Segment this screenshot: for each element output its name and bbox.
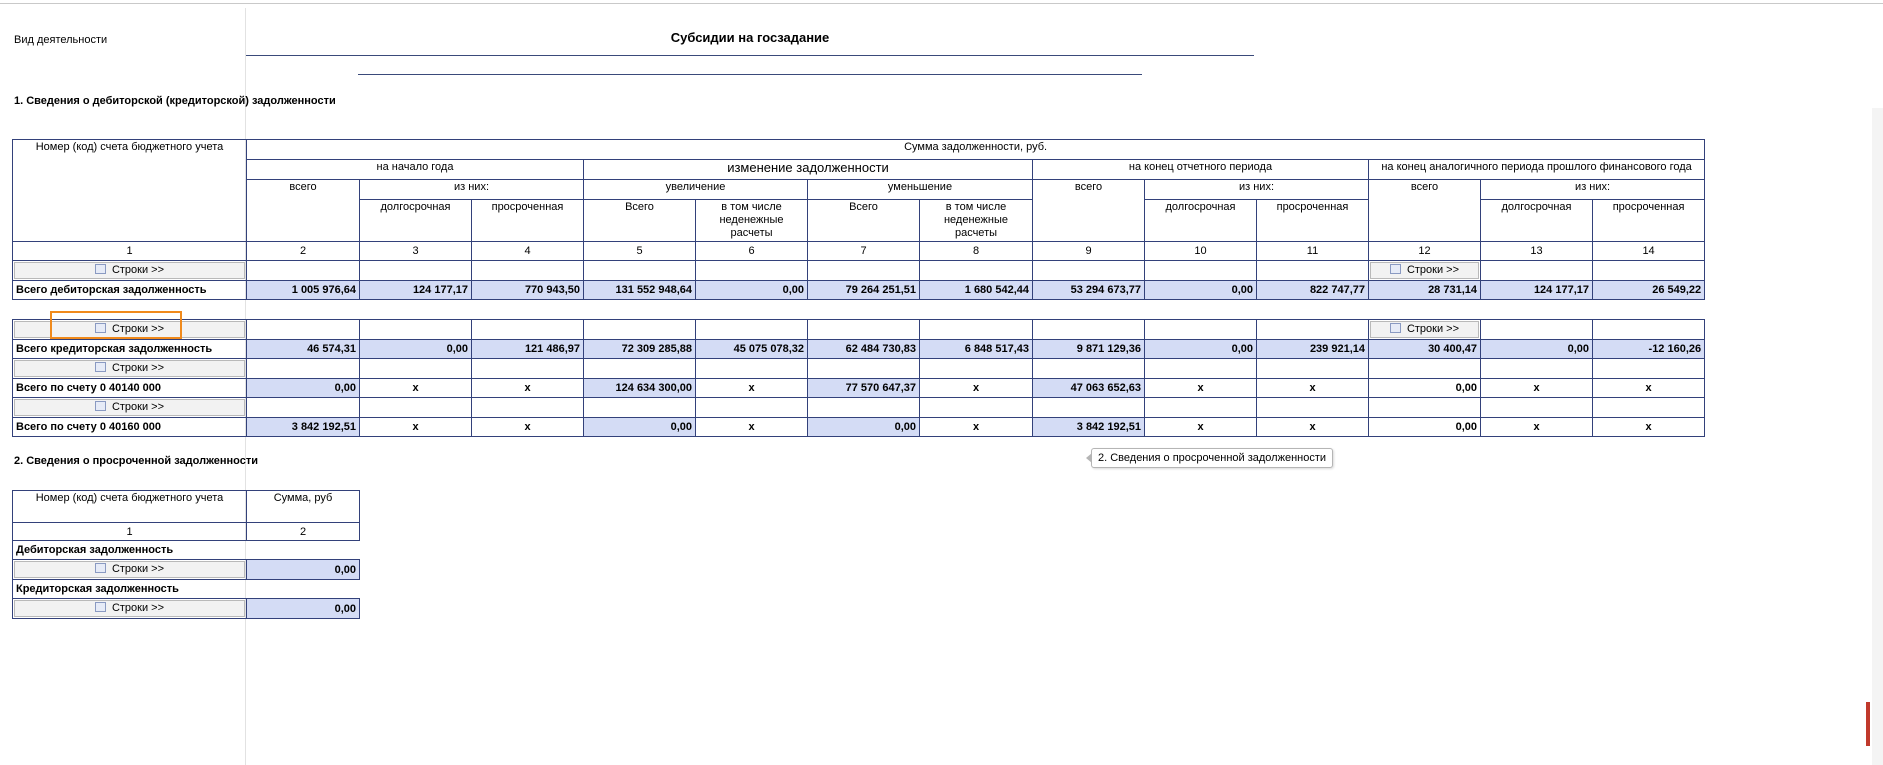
header-of-them: из них: xyxy=(1145,180,1369,200)
cell-value[interactable]: 0,00 xyxy=(247,379,360,398)
header-prev-period-end: на конец аналогичного периода прошлого финансового года xyxy=(1369,160,1705,180)
cell-value[interactable]: 3 842 192,51 xyxy=(247,418,360,437)
header-decrease-non-cash: в том числе неденежные расчеты xyxy=(920,200,1033,242)
cell-value[interactable]: 1 680 542,44 xyxy=(920,281,1033,300)
col-number: 4 xyxy=(472,242,584,261)
header-long-term: долгосрочная xyxy=(1145,200,1257,242)
cell-value[interactable]: 0,00 xyxy=(696,281,808,300)
section-tooltip: 2. Сведения о просроченной задолженности xyxy=(1091,448,1333,468)
rows-expand-button[interactable] xyxy=(14,262,245,279)
header-long-term: долгосрочная xyxy=(360,200,472,242)
rows-expand-button[interactable] xyxy=(14,600,245,617)
cell-x: x xyxy=(1481,379,1593,398)
credit-total-row xyxy=(13,340,1705,359)
header-account: Номер (код) счета бюджетного учета xyxy=(13,140,247,242)
cell-x: x xyxy=(696,379,808,398)
col-number: 11 xyxy=(1257,242,1369,261)
cell-value[interactable]: 0,00 xyxy=(1369,379,1481,398)
cell-x: x xyxy=(472,418,584,437)
rows-button-label: Строки >> xyxy=(111,323,165,335)
row-label: Дебиторская задолженность xyxy=(13,541,360,560)
row-label: Всего кредиторская задолженность xyxy=(13,340,247,359)
cell-x: x xyxy=(360,418,472,437)
header-overdue: просроченная xyxy=(472,200,584,242)
col-number: 10 xyxy=(1145,242,1257,261)
cell-value[interactable]: 62 484 730,83 xyxy=(808,340,920,359)
rows-button-label: Строки >> xyxy=(111,563,165,575)
header-overdue: просроченная xyxy=(1593,200,1705,242)
table-icon xyxy=(95,401,106,411)
cell-value[interactable]: 47 063 652,63 xyxy=(1033,379,1145,398)
account-40160-row xyxy=(13,418,1705,437)
rows-expand-button[interactable] xyxy=(1370,262,1479,279)
cell-x: x xyxy=(1481,418,1593,437)
cell-value[interactable]: 239 921,14 xyxy=(1257,340,1369,359)
header-sum: Сумма задолженности, руб. xyxy=(247,140,1705,160)
col-number: 3 xyxy=(360,242,472,261)
rows-button-label: Строки >> xyxy=(111,264,165,276)
scroll-position-marker xyxy=(1866,702,1870,746)
cell-value[interactable]: 77 570 647,37 xyxy=(808,379,920,398)
header-decrease-total: Всего xyxy=(808,200,920,242)
cell-value[interactable]: 28 731,14 xyxy=(1369,281,1481,300)
col-number: 13 xyxy=(1481,242,1593,261)
cell-value[interactable]: 121 486,97 xyxy=(472,340,584,359)
col-number: 2 xyxy=(247,523,360,541)
cell-value[interactable]: 45 075 078,32 xyxy=(696,340,808,359)
cell-value[interactable]: 53 294 673,77 xyxy=(1033,281,1145,300)
debit-label-row xyxy=(13,541,360,560)
col-number: 1 xyxy=(13,523,247,541)
header-total: всего xyxy=(1033,180,1145,242)
col-number: 8 xyxy=(920,242,1033,261)
cell-x: x xyxy=(920,379,1033,398)
cell-x: x xyxy=(1593,379,1705,398)
account40140-rows-button-row xyxy=(13,359,1705,379)
overdue-table xyxy=(12,490,360,619)
title-underline xyxy=(246,55,1254,56)
cell-value[interactable]: 0,00 xyxy=(808,418,920,437)
cell-x: x xyxy=(472,379,584,398)
cell-x: x xyxy=(696,418,808,437)
title-underline-secondary xyxy=(358,74,1142,75)
debit-total-row xyxy=(13,281,1705,300)
col-number: 5 xyxy=(584,242,696,261)
cell-x: x xyxy=(1145,418,1257,437)
table-icon xyxy=(95,362,106,372)
rows-button-label: Строки >> xyxy=(1406,323,1460,335)
top-border xyxy=(0,3,1883,4)
cell-value[interactable]: 26 549,22 xyxy=(1593,281,1705,300)
rows-expand-button[interactable] xyxy=(14,399,245,416)
col-number: 9 xyxy=(1033,242,1145,261)
header-of-them: из них: xyxy=(1481,180,1705,200)
cell-value[interactable]: 79 264 251,51 xyxy=(808,281,920,300)
header-decrease: уменьшение xyxy=(808,180,1033,200)
cell-value[interactable]: 822 747,77 xyxy=(1257,281,1369,300)
cell-value[interactable]: 6 848 517,43 xyxy=(920,340,1033,359)
table-icon xyxy=(95,602,106,612)
cell-value[interactable]: 3 842 192,51 xyxy=(1033,418,1145,437)
focused-cell-highlight xyxy=(50,311,182,339)
cell-x: x xyxy=(920,418,1033,437)
cell-value[interactable]: -12 160,26 xyxy=(1593,340,1705,359)
cell-value[interactable]: 0,00 xyxy=(584,418,696,437)
cell-value[interactable]: 0,00 xyxy=(247,599,360,619)
header-year-start: на начало года xyxy=(247,160,584,180)
row-label: Всего дебиторская задолженность xyxy=(13,281,247,300)
rows-button-label: Строки >> xyxy=(1406,264,1460,276)
header-increase: увеличение xyxy=(584,180,808,200)
table-icon xyxy=(1390,264,1401,274)
rows-expand-button[interactable] xyxy=(14,360,245,377)
section2-title: 2. Сведения о просроченной задолженности xyxy=(14,455,258,467)
cell-value[interactable]: 0,00 xyxy=(1481,340,1593,359)
credit-value-row xyxy=(13,599,360,619)
col-number: 7 xyxy=(808,242,920,261)
cell-value[interactable]: 46 574,31 xyxy=(247,340,360,359)
header-change: изменение задолженности xyxy=(584,160,1033,180)
header-overdue: просроченная xyxy=(1257,200,1369,242)
header-period-end: на конец отчетного периода xyxy=(1033,160,1369,180)
cell-value[interactable]: 0,00 xyxy=(1369,418,1481,437)
cell-value[interactable]: 124 177,17 xyxy=(1481,281,1593,300)
table-icon xyxy=(1390,323,1401,333)
header-total: всего xyxy=(247,180,360,242)
section1-title: 1. Сведения о дебиторской (кредиторской) задолженности xyxy=(14,95,336,107)
cell-value[interactable]: 131 552 948,64 xyxy=(584,281,696,300)
spacer-row xyxy=(13,300,1705,320)
header-increase-non-cash: в том числе неденежные расчеты xyxy=(696,200,808,242)
row-label: Кредиторская задолженность xyxy=(13,580,360,599)
rows-expand-button[interactable] xyxy=(1370,321,1479,338)
cell-x: x xyxy=(1257,418,1369,437)
page-title: Субсидии на госзадание xyxy=(670,30,830,45)
rows-button-label: Строки >> xyxy=(111,602,165,614)
table-icon xyxy=(95,264,106,274)
col-number: 12 xyxy=(1369,242,1481,261)
cell-value[interactable]: 1 005 976,64 xyxy=(247,281,360,300)
debt-table xyxy=(12,139,1705,437)
col-number: 6 xyxy=(696,242,808,261)
cell-value[interactable]: 0,00 xyxy=(1145,281,1257,300)
cell-value[interactable]: 0,00 xyxy=(1145,340,1257,359)
header-account: Номер (код) счета бюджетного учета xyxy=(13,491,247,523)
cell-value[interactable]: 0,00 xyxy=(360,340,472,359)
cell-x: x xyxy=(1257,379,1369,398)
cell-value[interactable]: 770 943,50 xyxy=(472,281,584,300)
cell-value[interactable]: 0,00 xyxy=(247,560,360,580)
col-number: 1 xyxy=(13,242,247,261)
header-total: всего xyxy=(1369,180,1481,242)
cell-x: x xyxy=(1145,379,1257,398)
account40160-rows-button-row xyxy=(13,398,1705,418)
cell-value[interactable]: 30 400,47 xyxy=(1369,340,1481,359)
cell-value[interactable]: 72 309 285,88 xyxy=(584,340,696,359)
credit-label-row xyxy=(13,580,360,599)
header-of-them: из них: xyxy=(360,180,584,200)
header-long-term: долгосрочная xyxy=(1481,200,1593,242)
header-increase-total: Всего xyxy=(584,200,696,242)
vertical-scrollbar[interactable] xyxy=(1872,108,1883,765)
debit-value-row xyxy=(13,560,360,580)
cell-x: x xyxy=(360,379,472,398)
table-icon xyxy=(95,563,106,573)
rows-expand-button[interactable] xyxy=(14,561,245,578)
cell-value[interactable]: 124 177,17 xyxy=(360,281,472,300)
row-label: Всего по счету 0 40160 000 xyxy=(13,418,247,437)
cell-x: x xyxy=(1593,418,1705,437)
debit-rows-button-row xyxy=(13,261,1705,281)
rows-button-label: Строки >> xyxy=(111,362,165,374)
rows-button-label: Строки >> xyxy=(111,401,165,413)
cell-value[interactable]: 9 871 129,36 xyxy=(1033,340,1145,359)
col-number: 2 xyxy=(247,242,360,261)
credit-rows-button-row xyxy=(13,320,1705,340)
activity-type-label: Вид деятельности xyxy=(14,34,108,46)
column-numbers-row xyxy=(13,242,1705,261)
header-sum: Сумма, руб xyxy=(247,491,360,523)
row-label: Всего по счету 0 40140 000 xyxy=(13,379,247,398)
account-40140-row xyxy=(13,379,1705,398)
cell-value[interactable]: 124 634 300,00 xyxy=(584,379,696,398)
col-number: 14 xyxy=(1593,242,1705,261)
